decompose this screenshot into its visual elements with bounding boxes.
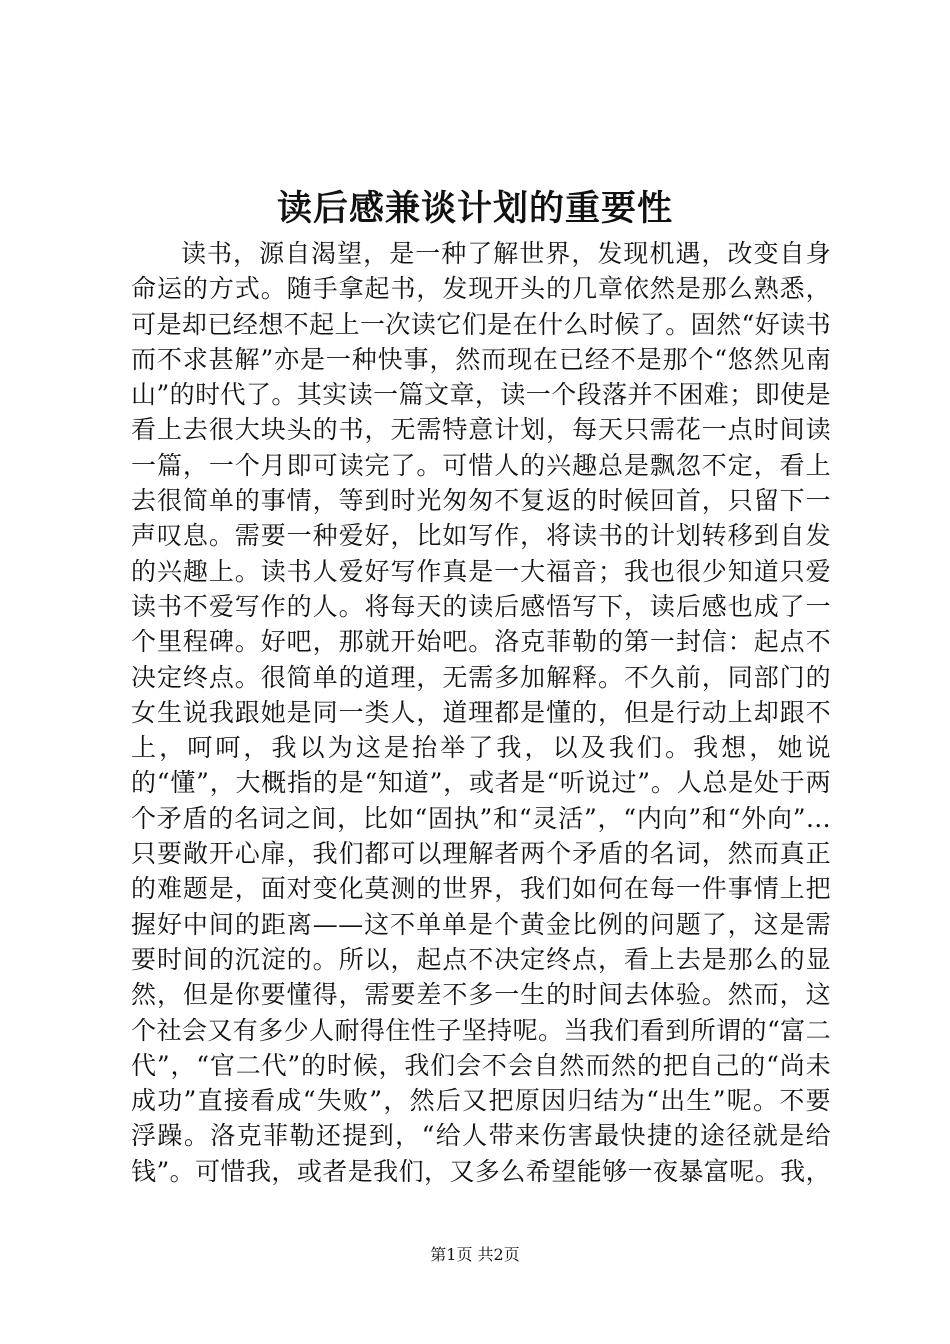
page-title: 读后感兼谈计划的重要性: [276, 188, 673, 229]
body-paragraph: 读书，源自渴望，是一种了解世界，发现机遇，改变自身命运的方式。随手拿起书，发现开头的几章依然是那么熟悉，可是却已经想不起上一次读它们是在什么时候了。固然“好读书而不求甚解”亦是一种快事，然而现在已经不是那个“悠然见南山”的时代了。其实读一篇文章，读一个段落并不困难；即使是看上去很大块头的书，无需特意计划，每天只需花一点时间读一篇，一个月即可读完了。可惜人的兴趣总是飘忽不定，看上去很简单的事情，等到时光匆匆不复返的时候回首，只留下一声叹息。需要一种爱好，比如写作，将读书的计划转移到自发的兴趣上。读书人爱好写作真是一大福音；我也很少知道只爱读书不爱写作的人。将每天的读后感悟写下，读后感也成了一个里程碑。好吧，那就开始吧。洛克菲勒的第一封信：起点不决定终点。很简单的道理，无需多加解释。不久前，同部门的女生说我跟她是同一类人，道理都是懂的，但是行动上却跟不上，呵呵，我以为这是抬举了我，以及我们。我想，她说的“懂”，大概指的是“知道”，或者是“听说过”。人总是处于两个矛盾的名词之间，比如“固执”和“灵活”，“内向”和“外向”...只要敞开心扉，我们都可以理解者两个矛盾的名词，然而真正的难题是，面对变化莫测的世界，我们如何在每一件事情上把握好中间的距离——这不单单是个黄金比例的问题了，这是需要时间的沉淀的。所以，起点不决定终点，看上去是那么的显然，但是你要懂得，需要差不多一生的时间去体验。然而，这个社会又有多少人耐得住性子坚持呢。当我们看到所谓的“富二代”，“官二代”的时候，我们会不会自然而然的把自己的“尚未成功”直接看成“失败”，然后又把原因归结为“出生”呢。不要浮躁。洛克菲勒还提到，“给人带来伤害最快捷的途径就是给钱”。可惜我，或者是我们，又多么希望能够一夜暴富呢。我，: [131, 239, 831, 1186]
page-footer: 第1页 共2页: [430, 1245, 520, 1264]
